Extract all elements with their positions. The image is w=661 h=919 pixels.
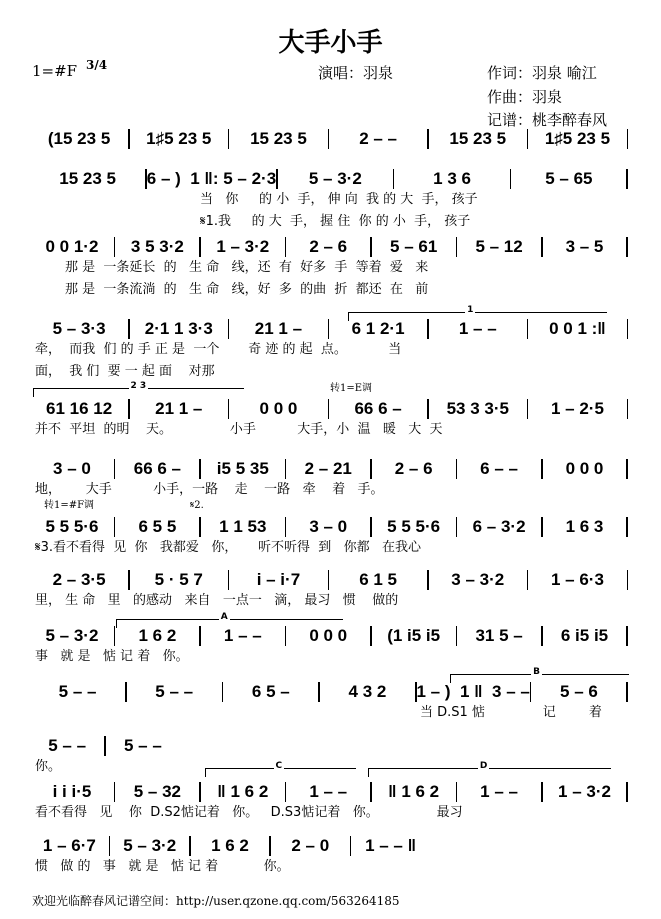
measure: 1 – –: [223, 626, 262, 645]
measure: 2·1 1 3·3: [144, 319, 213, 338]
volta-b: B: [450, 674, 629, 683]
measure: 3 – 0: [53, 459, 91, 478]
measure: 1 – – ‖: [365, 836, 417, 855]
measure: 6 1 5: [359, 570, 397, 589]
measure: i i i·5: [52, 782, 92, 801]
measure: 1♯5 23 5: [146, 129, 212, 148]
measure: 1 – –: [458, 319, 497, 338]
measure: 3 – 0: [309, 517, 348, 536]
measure: 6 5 5: [138, 517, 177, 536]
score-system: [30, 128, 628, 150]
song-title: 大手小手: [278, 28, 383, 58]
lyric-line: 𝄋3.看不看得 见 你 我都爱 你， 听不听得 到 你都 在我心: [35, 540, 422, 555]
lyric-line: 𝄋1.我 的 大 手， 握 住 你 的 小 手， 孩子: [200, 214, 471, 229]
score-system: [30, 516, 628, 538]
measure: 1 – 3·2: [558, 782, 611, 801]
measure: 1 – 3·2: [216, 237, 270, 256]
bar-line: [627, 129, 629, 149]
bar-line: [626, 682, 628, 702]
measure: 1 3 6: [433, 169, 471, 188]
measure: 0 0 1 :‖: [549, 319, 606, 338]
measure: 2 – 3·5: [52, 570, 106, 589]
measure: 6 i5 i5: [560, 626, 609, 645]
measure: 2 – –: [359, 129, 397, 148]
measure: 0 0 0: [309, 626, 348, 645]
measure: 61 16 12: [45, 399, 113, 418]
lyric-line: 地， 大手 小手，一路 走 一路 牵 着 手。: [35, 482, 384, 497]
measure: 5 5 5·6: [387, 517, 441, 536]
score-system: [30, 318, 628, 340]
measure: 5 – 65: [545, 169, 593, 188]
measure: 1 – ) 1 ‖ 3 – –: [416, 682, 530, 701]
measure: (1 i5 i5: [387, 626, 441, 645]
lyric-line: 那 是 一条流淌 的 生 命 线，好 多 的曲 折 都还 在 前: [65, 282, 429, 297]
measure: 5 – –: [58, 682, 97, 701]
measure: 1 – 6·7: [42, 836, 96, 855]
measure: 5 – 61: [390, 237, 438, 256]
measure: 15 23 5: [59, 169, 116, 188]
score-system: [30, 625, 628, 647]
measure: 1 6 2: [138, 626, 177, 645]
lyric-line: 牵， 而我 们 的 手 正 是 一个 奇 迹 的 起 点。 当: [35, 342, 402, 357]
bar-line: [626, 782, 628, 802]
bar-line: [627, 399, 629, 419]
volta-c: C: [205, 768, 356, 777]
measure: 2 – 21: [304, 459, 352, 478]
measure: 5 5 5·6: [45, 517, 99, 536]
lyric-line: 看不看得 见 你 D.S2惦记着 你。 D.S3惦记着 你。 最习: [35, 805, 463, 820]
measure: i5 5 35: [216, 459, 269, 478]
measure: 0 0 0: [259, 399, 298, 418]
measure: 5 · 5 7: [154, 570, 203, 589]
lyric-line: 当 你 的 小 手， 伸 向 我 的 大 手， 孩子: [200, 192, 478, 207]
key-change-e: 转1=E调: [330, 383, 373, 394]
measure: 0 0 0: [565, 459, 604, 478]
lyric-line: 你。: [35, 759, 62, 774]
score-system: [30, 569, 628, 591]
volta-a: A: [116, 619, 343, 628]
measure: 6 5 –: [251, 682, 290, 701]
lyric-line: 惯 做 的 事 就 是 惦 记 着 你。: [35, 859, 290, 874]
measure: 1 – –: [309, 782, 348, 801]
measure: 5 – 3·2: [45, 626, 99, 645]
measure: 5 – 32: [133, 782, 182, 801]
measure: 6 – 3·2: [472, 517, 526, 536]
measure: 6 – ) 1 ‖: 5 – 2·3: [146, 169, 277, 188]
measure: 3 – 5: [565, 237, 604, 256]
measure: 3 – 3·2: [451, 570, 505, 589]
lyric-line: 事 就 是 惦 记 着 你。: [35, 649, 189, 664]
bar-line: [627, 570, 629, 590]
measure: 5 – –: [123, 736, 162, 755]
bar-line: [626, 626, 628, 646]
measure: 21 1 –: [254, 319, 303, 338]
measure: 5 – 12: [475, 237, 523, 256]
bar-line: [626, 517, 628, 537]
score-system: [30, 781, 628, 803]
key-signature: 1=#F: [32, 62, 78, 80]
key-change-fs: 转1=#F调: [44, 500, 95, 511]
singer: 演唱：羽泉: [318, 64, 394, 82]
score-system: [30, 398, 628, 420]
measure: 1 1 53: [219, 517, 267, 536]
measure: 15 23 5: [449, 129, 507, 148]
bar-line: [627, 319, 629, 339]
measure: 1 – 2·5: [550, 399, 604, 418]
measure: 15 23 5: [250, 129, 307, 148]
measure: 66 6 –: [133, 459, 182, 478]
measure: 5 – 3·2: [308, 169, 362, 188]
volta-d: D: [368, 768, 611, 777]
measure: 66 6 –: [354, 399, 402, 418]
measure: 0 0 1·2: [45, 237, 99, 256]
measure: 3 5 3·2: [130, 237, 184, 256]
bar-line: [626, 237, 628, 257]
composer: 作曲：羽泉: [487, 88, 563, 106]
segno-2: 𝄋2.: [190, 500, 204, 511]
measure: 21 1 –: [155, 399, 203, 418]
measure: 2 – 0: [291, 836, 330, 855]
footer-credit: 欢迎光临醉春风记谱空间：http://user.qzone.qq.com/563264185: [32, 894, 400, 908]
measure: 1 6 2: [211, 836, 249, 855]
score-system: [30, 168, 628, 190]
transcriber: 记谱：桃李醉春风: [487, 111, 608, 129]
score-system: [30, 735, 180, 757]
lyricist: 作词：羽泉 喻江: [487, 64, 597, 82]
score-system: [30, 681, 628, 703]
measure: 2 – 6: [309, 237, 348, 256]
measure: 6 – –: [480, 459, 518, 478]
lyric-line: 并不 平坦 的明 天。 小手 大手，小 温 暖 大 天: [35, 422, 443, 437]
measure: 5 – 3·2: [123, 836, 177, 855]
measure: 1♯5 23 5: [544, 129, 611, 148]
measure: 5 – 6: [560, 682, 598, 701]
lyric-line: 里， 生 命 里 的感动 来自 一点一 滴， 最习 惯 做的: [35, 593, 399, 608]
time-signature: 3/4: [86, 58, 108, 72]
measure: 53 3 3·5: [446, 399, 509, 418]
measure: (15 23 5: [47, 129, 111, 148]
volta-2-3: 2 3: [33, 388, 244, 397]
measure: ‖ 1 6 2: [388, 782, 440, 801]
volta-1: 1: [348, 312, 607, 321]
measure: 1 – –: [480, 782, 518, 801]
measure: 5 – –: [155, 682, 194, 701]
measure: 4 3 2: [348, 682, 387, 701]
lyric-line: 面， 我 们 要 一 起 面 对那: [35, 364, 215, 379]
bar-line: [626, 169, 628, 189]
lyric-line: 那 是 一条延长 的 生 命 线，还 有 好多 手 等着 爱 来: [65, 260, 429, 275]
measure: 5 – 3·3: [52, 319, 106, 338]
measure: 2 – 6: [394, 459, 433, 478]
measure: 1 6 3: [565, 517, 604, 536]
measure: 31 5 –: [475, 626, 523, 645]
bar-line: [626, 459, 628, 479]
score-system: [30, 236, 628, 258]
measure: 6 1 2·1: [351, 319, 405, 338]
score-system: [30, 458, 628, 480]
measure: 5 – –: [48, 736, 87, 755]
lyric-line: 当 D.S1 惦 记 着: [420, 705, 602, 720]
measure: ‖ 1 6 2: [217, 782, 269, 801]
score-system: [30, 835, 430, 857]
measure: 1 – 6·3: [550, 570, 604, 589]
measure: i – i·7: [256, 570, 301, 589]
